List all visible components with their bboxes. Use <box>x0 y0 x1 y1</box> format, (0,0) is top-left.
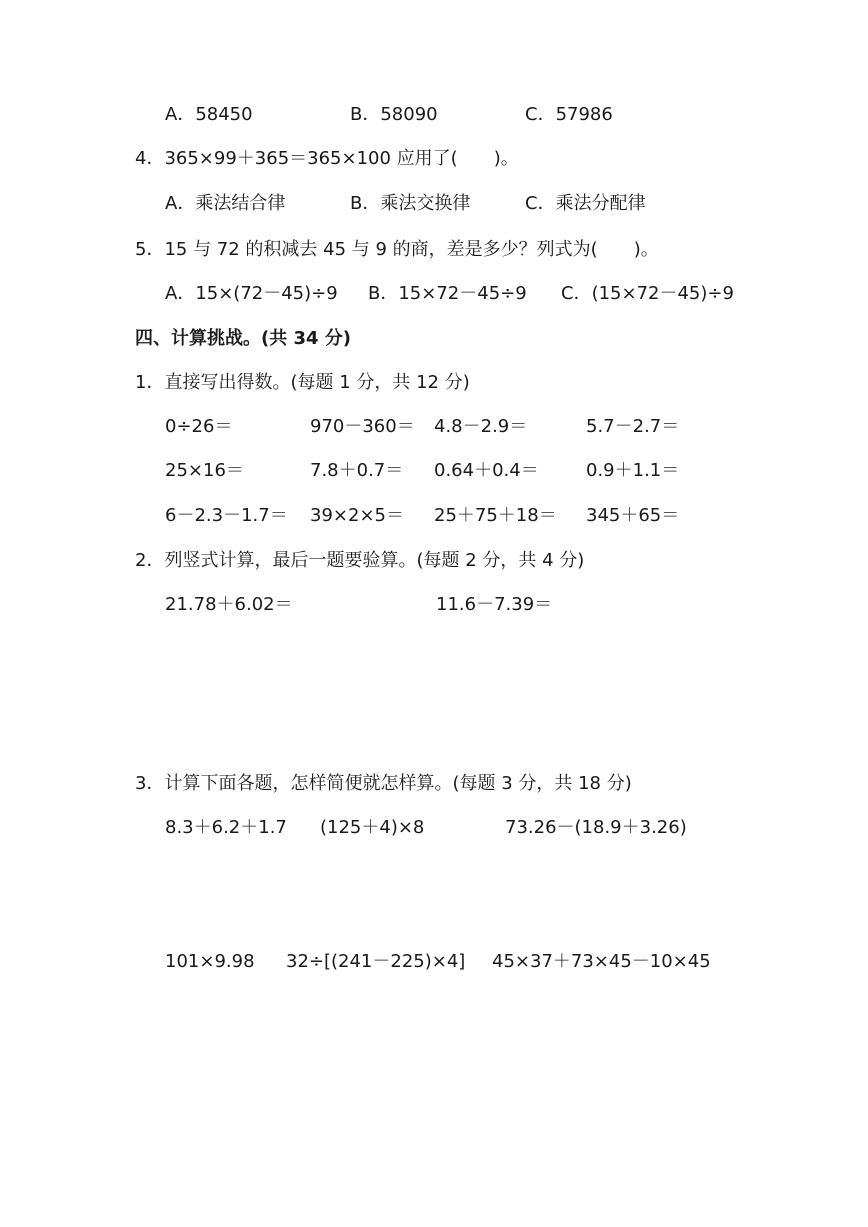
q5-option-a: A．15×(72－45)÷9 <box>165 283 338 304</box>
section-title: 四、计算挑战。(共 34 分) <box>135 328 352 349</box>
simplify-calc-item: 32÷[(241－225)×4] <box>286 951 466 972</box>
simplify-calc-item: 101×9.98 <box>165 951 255 972</box>
vertical-calc-item: 11.6－7.39＝ <box>436 594 553 615</box>
mental-calc-item: 6－2.3－1.7＝ <box>165 505 288 526</box>
mental-calc-item: 970－360＝ <box>310 416 415 437</box>
mental-calc-item: 4.8－2.9＝ <box>434 416 528 437</box>
q4-option-c: C．乘法分配律 <box>525 193 646 214</box>
mental-calc-item: 0.64＋0.4＝ <box>434 460 539 481</box>
simplify-calc-item: (125＋4)×8 <box>320 817 425 838</box>
q4-option-b: B．乘法交换律 <box>350 193 471 214</box>
q3-option-a: A．58450 <box>165 104 253 125</box>
mental-calc-item: 0.9＋1.1＝ <box>586 460 680 481</box>
q3-option-b: B．58090 <box>350 104 438 125</box>
q5-option-b: B．15×72－45÷9 <box>368 283 527 304</box>
simplify-calc-item: 45×37＋73×45－10×45 <box>492 951 711 972</box>
q4-option-a: A．乘法结合律 <box>165 193 286 214</box>
mental-calc-item: 7.8＋0.7＝ <box>310 460 404 481</box>
mental-calc-item: 5.7－2.7＝ <box>586 416 680 437</box>
q4-text: 4．365×99＋365＝365×100 应用了( )。 <box>135 148 519 169</box>
simplify-calc-item: 8.3＋6.2＋1.7 <box>165 817 287 838</box>
q5-text: 5．15 与 72 的积减去 45 与 9 的商，差是多少？列式为( )。 <box>135 239 659 260</box>
q3-option-c: C．57986 <box>525 104 613 125</box>
mental-calc-item: 0÷26＝ <box>165 416 233 437</box>
part2-title: 2．列竖式计算，最后一题要验算。(每题 2 分，共 4 分) <box>135 550 585 571</box>
part1-title: 1．直接写出得数。(每题 1 分，共 12 分) <box>135 372 470 393</box>
simplify-calc-item: 73.26－(18.9＋3.26) <box>505 817 687 838</box>
mental-calc-item: 25＋75＋18＝ <box>434 505 557 526</box>
mental-calc-item: 39×2×5＝ <box>310 505 404 526</box>
mental-calc-item: 345＋65＝ <box>586 505 680 526</box>
q5-option-c: C．(15×72－45)÷9 <box>561 283 734 304</box>
mental-calc-item: 25×16＝ <box>165 460 244 481</box>
vertical-calc-item: 21.78＋6.02＝ <box>165 594 293 615</box>
part3-title: 3．计算下面各题，怎样简便就怎样算。(每题 3 分，共 18 分) <box>135 773 632 794</box>
